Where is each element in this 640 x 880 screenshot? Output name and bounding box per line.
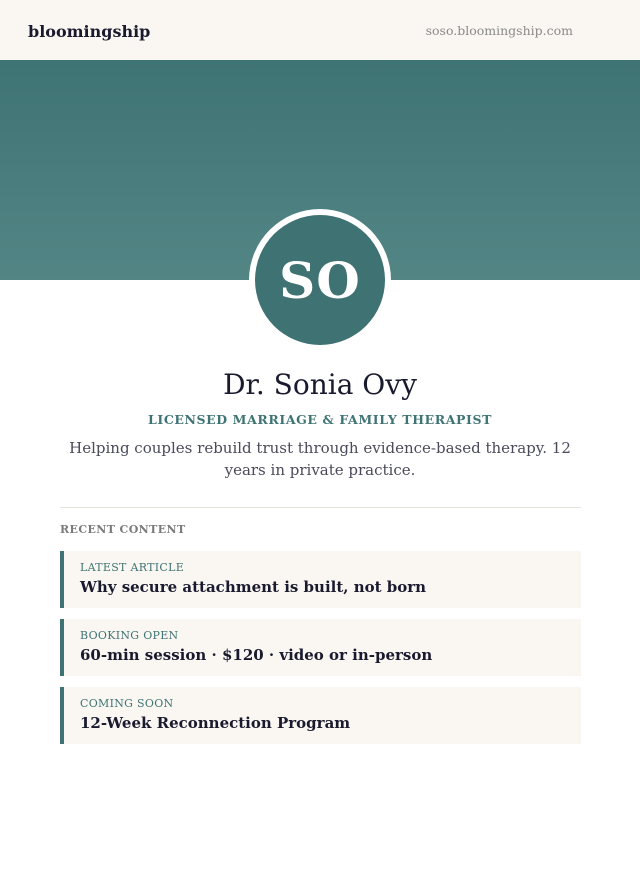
profile-name: Dr. Sonia Ovy <box>223 368 417 401</box>
recent-content-label: RECENT CONTENT <box>60 523 186 536</box>
card-title[interactable]: 12-Week Reconnection Program <box>80 714 351 732</box>
content-card-article[interactable] <box>60 551 581 608</box>
profile-title: LICENSED MARRIAGE & FAMILY THERAPIST <box>147 412 493 427</box>
top-bar <box>0 0 640 60</box>
content-card-booking[interactable] <box>60 619 581 676</box>
profile-bio: Helping couples rebuild trust through evidence-based therapy. 12 years in private practice. <box>69 439 571 479</box>
avatar: SO <box>255 215 385 345</box>
card-title[interactable]: Why secure attachment is built, not born <box>80 578 427 596</box>
card-kicker: COMING SOON <box>80 697 174 710</box>
card-kicker: LATEST ARTICLE <box>80 561 185 574</box>
section-divider <box>60 507 581 508</box>
brand-logo-text[interactable]: bloomingship <box>28 22 151 41</box>
card-title[interactable]: 60-min session · $120 · video or in-person <box>80 646 433 664</box>
avatar-ring <box>249 209 391 351</box>
card-kicker: BOOKING OPEN <box>80 629 179 642</box>
site-domain: soso.bloomingship.com <box>425 23 573 38</box>
content-card-program[interactable] <box>60 687 581 744</box>
